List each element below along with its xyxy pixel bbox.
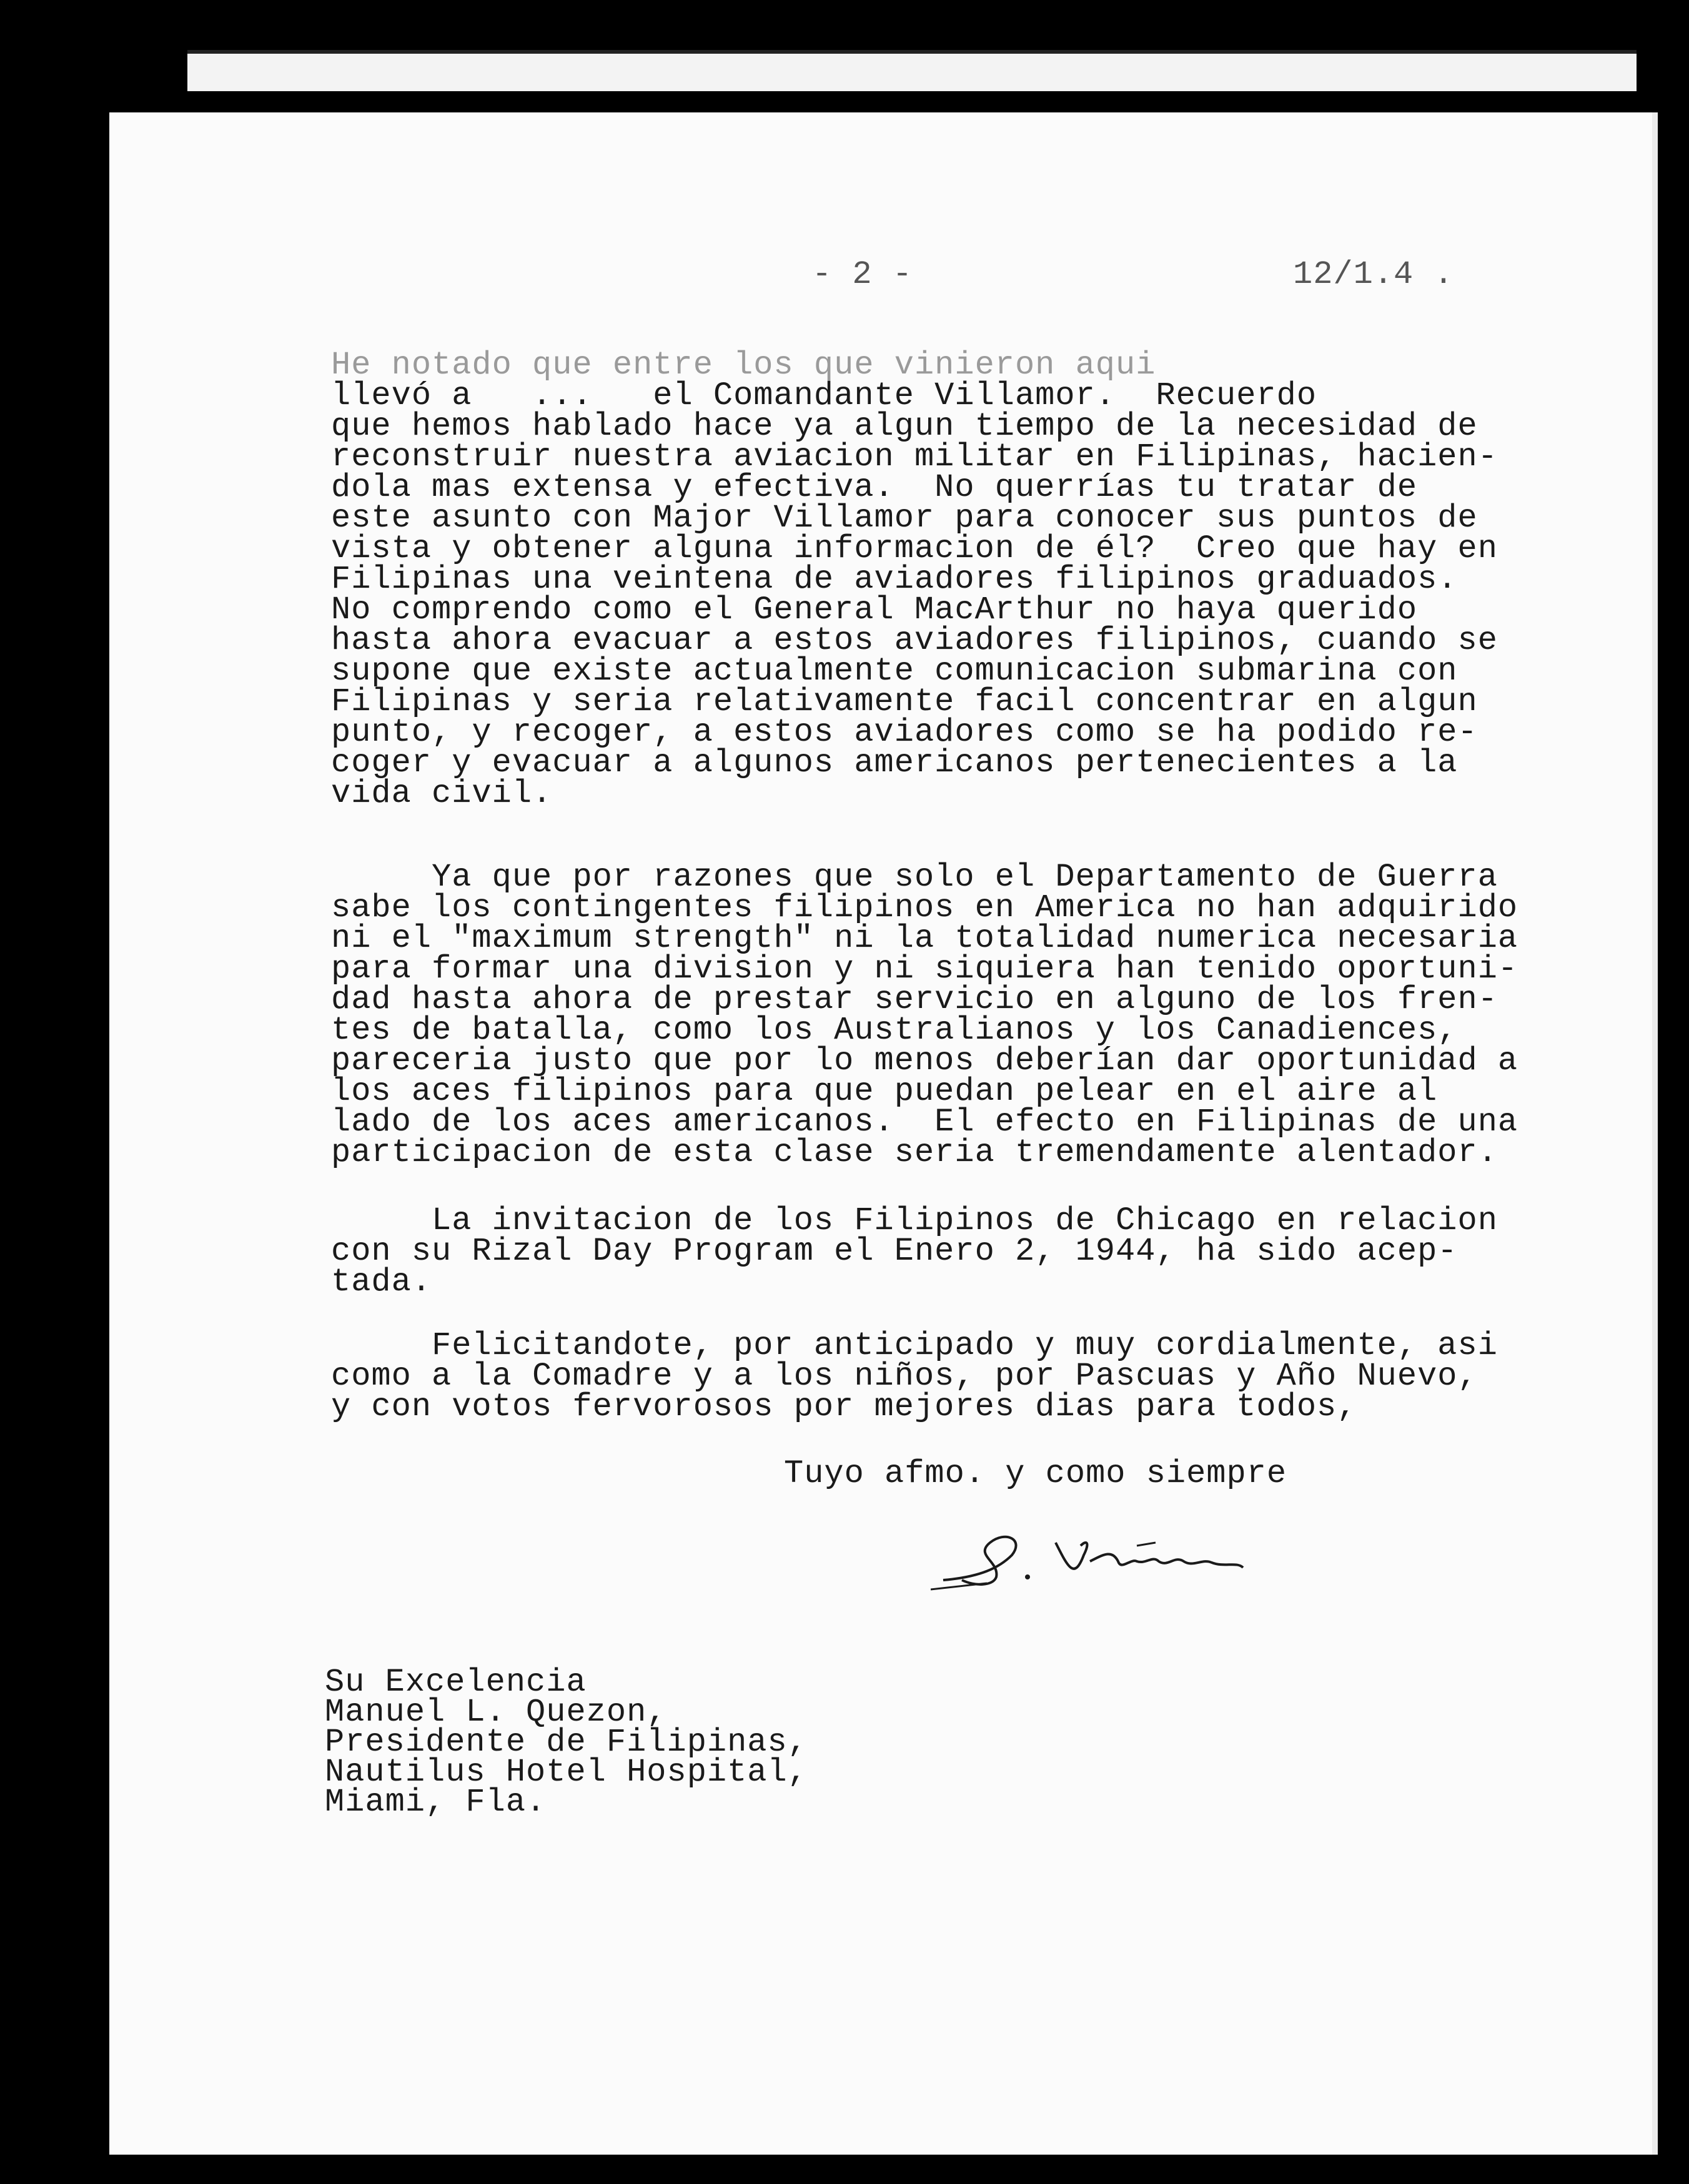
text-line: con su Rizal Day Program el Enero 2, 1944, ha sido acep- bbox=[331, 1233, 1458, 1270]
text-line: este asunto con Major Villamor para conocer sus puntos de bbox=[331, 500, 1478, 536]
page-number: - 2 - bbox=[812, 256, 913, 293]
text-line: sabe los contingentes filipinos en America no han adquirido bbox=[331, 889, 1518, 926]
text-line: Su Excelencia bbox=[325, 1664, 587, 1701]
paragraph-3 bbox=[331, 1202, 1498, 1300]
signature bbox=[931, 1518, 1262, 1593]
text-line: tada. bbox=[331, 1263, 432, 1300]
text-line: Filipinas una veintena de aviadores filipinos graduados. bbox=[331, 561, 1458, 598]
text-line: vida civil. bbox=[331, 775, 553, 812]
text-line: ni el "maximum strength" ni la totalidad numerica necesaria bbox=[331, 920, 1518, 957]
text-line: llevó a ... el Comandante Villamor. Recuerdo bbox=[331, 377, 1317, 414]
text-line: hasta ahora evacuar a estos aviadores filipinos, cuando se bbox=[331, 622, 1498, 659]
text-line: vista y obtener alguna informacion de él? Creo que hay en bbox=[331, 530, 1498, 567]
text-line: Nautilus Hotel Hospital, bbox=[325, 1754, 808, 1791]
paragraph-1-lines bbox=[331, 377, 1498, 812]
text-line: pareceria justo que por lo menos deberían dar oportunidad a bbox=[331, 1042, 1518, 1079]
text-line: Filipinas y seria relativamente facil concentrar en algun bbox=[331, 683, 1478, 720]
text-line: lado de los aces americanos. El efecto en Filipinas de una bbox=[331, 1104, 1518, 1140]
text-line: y con votos fervorosos por mejores dias para todos, bbox=[331, 1388, 1357, 1425]
text-line: dad hasta ahora de prestar servicio en alguno de los fren- bbox=[331, 981, 1498, 1018]
text-line: Ya que por razones que solo el Departamento de Guerra bbox=[331, 859, 1498, 896]
text-line: como a la Comadre y a los niños, por Pascuas y Año Nuevo, bbox=[331, 1358, 1478, 1395]
paragraph-1 bbox=[331, 347, 1498, 812]
paragraph-4 bbox=[331, 1327, 1498, 1425]
text-line: Miami, Fla. bbox=[325, 1784, 547, 1821]
paragraph-2 bbox=[331, 859, 1518, 1171]
text-line: participacion de esta clase seria tremendamente alentador. bbox=[331, 1134, 1498, 1171]
text-line: dola mas extensa y efectiva. No querrías tu tratar de bbox=[331, 469, 1418, 506]
text-line: Manuel L. Quezon, bbox=[325, 1694, 667, 1731]
closing-line: Tuyo afmo. y como siempre bbox=[784, 1455, 1287, 1492]
text-line: para formar una division y ni siquiera han tenido oportuni- bbox=[331, 951, 1518, 987]
text-line: Felicitandote, por anticipado y muy cordialmente, asi bbox=[331, 1327, 1498, 1364]
text-line: No comprendo como el General MacArthur no haya querido bbox=[331, 591, 1418, 628]
text-line: supone que existe actualmente comunicacion submarina con bbox=[331, 653, 1458, 689]
text-line: Presidente de Filipinas, bbox=[325, 1724, 808, 1761]
text-line: La invitacion de los Filipinos de Chicago en relacion bbox=[331, 1202, 1498, 1239]
date-reference: 12/1.4 . bbox=[1293, 256, 1454, 293]
text-line: tes de batalla, como los Australianos y los Canadiences, bbox=[331, 1012, 1458, 1049]
text-line: punto, y recoger, a estos aviadores como se ha podido re- bbox=[331, 714, 1478, 751]
back-sheet bbox=[187, 50, 1637, 91]
text-line: coger y evacuar a algunos americanos pertenecientes a la bbox=[331, 744, 1458, 781]
text-line: reconstruir nuestra aviacion militar en Filipinas, hacien- bbox=[331, 438, 1498, 475]
text-line: los aces filipinos para que puedan pelear en el aire al bbox=[331, 1073, 1438, 1110]
recipient-address bbox=[325, 1664, 808, 1821]
paragraph-1-faded-line: He notado que entre los que vinieron aqui bbox=[331, 347, 1156, 383]
text-line: que hemos hablado hace ya algun tiempo de la necesidad de bbox=[331, 408, 1478, 445]
